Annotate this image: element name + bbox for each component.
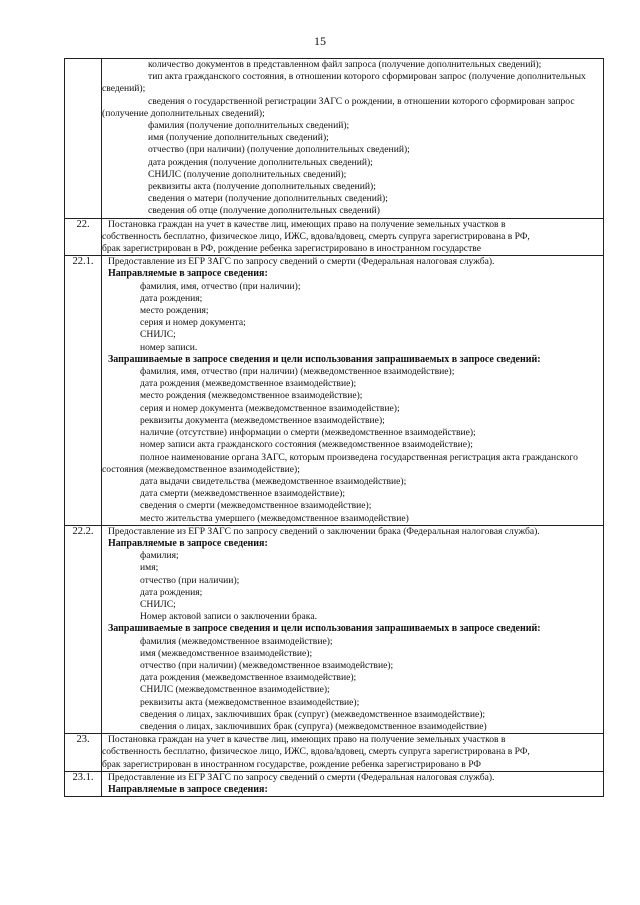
text-line: фамилия, имя, отчество (при наличии) (межведомственное взаимодействие); — [140, 366, 455, 378]
text-line: СНИЛС; — [140, 598, 176, 610]
section-heading: Направляемые в запросе сведения: — [108, 783, 268, 795]
row-number: 23. — [65, 734, 102, 772]
text-line: отчество (при наличии) (получение дополнительных сведений); — [148, 144, 410, 156]
text-line: имя (получение дополнительных сведений); — [148, 132, 329, 144]
text-line: фамилия, имя, отчество (при наличии); — [140, 280, 301, 292]
text-line: серия и номер документа (межведомственное взаимодействие); — [140, 402, 400, 414]
row-content — [102, 218, 604, 256]
row-number: 22.1. — [65, 256, 102, 525]
row-content — [102, 256, 604, 525]
text-line: фамилия; — [140, 550, 179, 562]
text-line: Предоставление из ЕГР ЗАГС по запросу сведений о смерти (Федеральная налоговая служба). — [108, 256, 495, 268]
text-line: количество документов в представленном файл запроса (получение дополнительных сведений); — [148, 59, 542, 70]
table-row — [65, 59, 604, 219]
text-line: дата рождения (межведомственное взаимодействие); — [140, 672, 357, 684]
text-line: реквизиты акта (получение дополнительных сведений); — [148, 181, 376, 193]
table-row — [65, 218, 604, 256]
text-line: сведения о лицах, заключивших брак (супруга) (межведомственное взаимодействие) — [140, 720, 487, 732]
row-content — [102, 771, 604, 796]
section-heading: Направляемые в запросе сведения: — [108, 537, 268, 549]
text-line: СНИЛС (получение дополнительных сведений); — [148, 168, 347, 180]
text-line: отчество (при наличии) (межведомственное взаимодействие); — [140, 659, 394, 671]
text-line: наличие (отсутствие) информации о смерти (межведомственное взаимодействие); — [140, 427, 476, 439]
page-number: 15 — [314, 34, 326, 48]
text-line: дата рождения (межведомственное взаимодействие); — [140, 378, 357, 390]
text-line: имя (межведомственное взаимодействие); — [140, 647, 313, 659]
text-line: СНИЛС; — [140, 329, 176, 341]
row-number: 22. — [65, 218, 102, 256]
text-line: реквизиты документа (межведомственное взаимодействие); — [140, 414, 385, 426]
text-line: сведений); — [102, 83, 146, 95]
text-line: фамилия (межведомственное взаимодействие); — [140, 635, 333, 647]
text-line: фамилия (получение дополнительных сведений); — [148, 120, 350, 132]
section-heading: Запрашиваемые в запросе сведения и цели использования запрашиваемых в запросе сведений: — [108, 353, 541, 365]
text-line: Номер актовой записи о заключении брака. — [140, 611, 317, 623]
text-line: сведения об отце (получение дополнительных сведений) — [148, 205, 380, 217]
text-line: дата рождения; — [140, 586, 203, 598]
text-line: дата рождения (получение дополнительных сведений); — [148, 156, 373, 168]
text-line: имя; — [140, 562, 159, 574]
text-line: реквизиты акта (межведомственное взаимодействие); — [140, 696, 360, 708]
text-line: место жительства умершего (межведомственное взаимодействие) — [140, 512, 409, 524]
row-content — [102, 734, 604, 772]
text-line: дата выдачи свидетельства (межведомственное взаимодействие); — [140, 475, 407, 487]
text-line: дата смерти (межведомственное взаимодействие); — [140, 488, 345, 500]
row-content — [102, 525, 604, 733]
text-line: Предоставление из ЕГР ЗАГС по запросу сведений о смерти (Федеральная налоговая служба). — [108, 771, 495, 783]
text-line: брак зарегистрирован в РФ, рождение ребенка зарегистрировано в иностранном государстве — [102, 243, 481, 255]
text-line: сведения о матери (получение дополнительных сведений); — [148, 193, 388, 205]
text-line: номер записи. — [140, 341, 198, 353]
row-content — [102, 59, 604, 219]
row-number: 22.2. — [65, 525, 102, 733]
text-line: сведения о смерти (межведомственное взаимодействие); — [140, 500, 372, 512]
text-line: Предоставление из ЕГР ЗАГС по запросу сведений о заключении брака (Федеральная налоговая служба). — [108, 525, 540, 537]
text-line: собственность бесплатно, физическое лицо, ИЖС, вдова/вдовец, смерть супруга зарегистрирована в РФ, — [102, 746, 530, 758]
text-line: (получение дополнительных сведений); — [102, 107, 265, 119]
text-line: номер записи акта гражданского состояния (межведомственное взаимодействие); — [140, 439, 473, 451]
table-row — [65, 256, 604, 525]
section-heading: Запрашиваемые в запросе сведения и цели использования запрашиваемых в запросе сведений: — [108, 623, 541, 635]
text-line: собственность бесплатно, физическое лицо, ИЖС, вдова/вдовец, смерть супруга зарегистрирована в РФ, — [102, 230, 530, 242]
table-row — [65, 734, 604, 772]
text-line: тип акта гражданского состояния, в отношении которого сформирован запрос (получение дополнительных — [148, 71, 586, 83]
text-line: место рождения; — [140, 305, 209, 317]
text-line: отчество (при наличии); — [140, 574, 240, 586]
text-line: Постановка граждан на учет в качестве лиц, имеющих право на получение земельных участков в — [108, 218, 506, 230]
text-line: полное наименование органа ЗАГС, которым произведена государственная регистрация акта гражданского — [140, 451, 578, 463]
text-line: состояния (межведомственное взаимодействие); — [102, 463, 300, 475]
text-line: дата рождения; — [140, 292, 203, 304]
text-line: СНИЛС (межведомственное взаимодействие); — [140, 684, 330, 696]
text-line: место рождения (межведомственное взаимодействие); — [140, 390, 363, 402]
row-number — [65, 59, 102, 219]
table-row — [65, 771, 604, 796]
row-number: 23.1. — [65, 771, 102, 796]
text-line: серия и номер документа; — [140, 317, 246, 329]
text-line: Постановка граждан на учет в качестве лиц, имеющих право на получение земельных участков в — [108, 734, 506, 746]
text-line: брак зарегистрирован в иностранном государстве, рождение ребенка зарегистрировано в РФ — [102, 758, 481, 770]
table-row — [65, 525, 604, 733]
text-line: сведения о лицах, заключивших брак (супруг) (межведомственное взаимодействие); — [140, 708, 486, 720]
section-heading: Направляемые в запросе сведения: — [108, 268, 268, 280]
services-table — [64, 58, 604, 797]
text-line: сведения о государственной регистрации ЗАГС о рождении, в отношении которого сформирован запрос — [148, 95, 575, 107]
